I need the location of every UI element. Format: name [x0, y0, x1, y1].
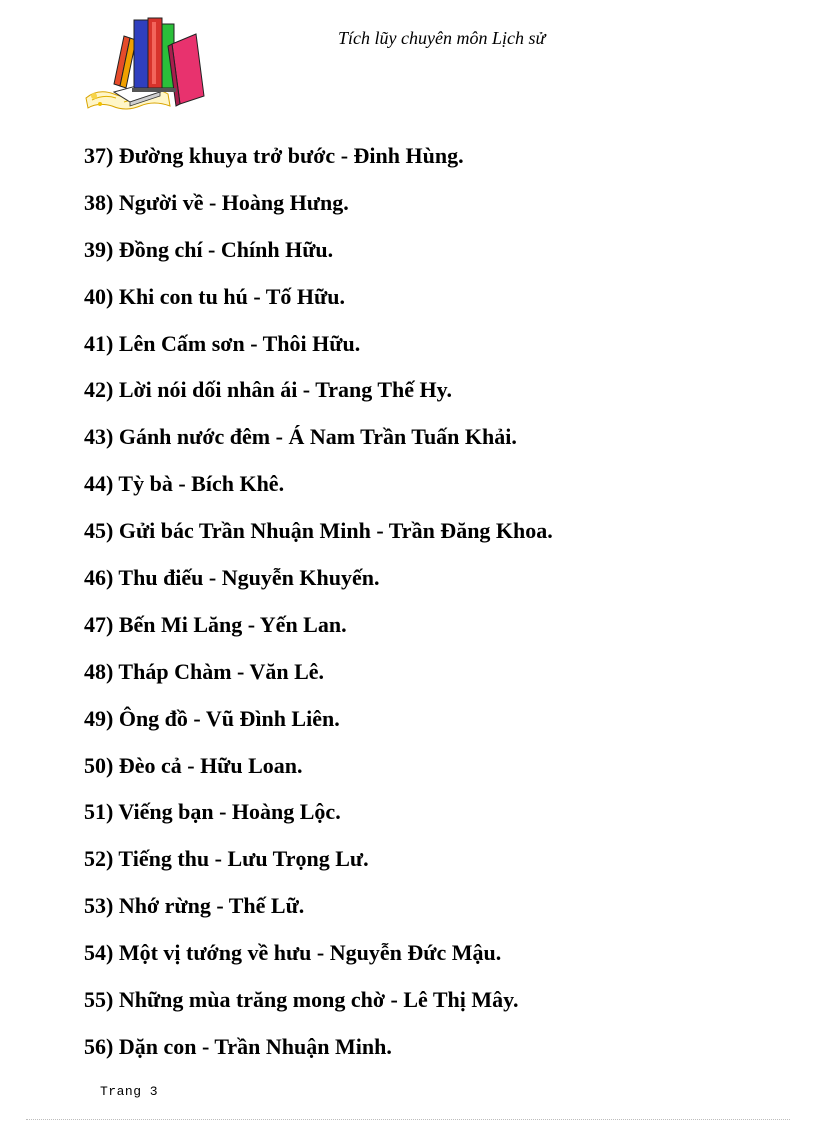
list-item: 50) Đèo cả - Hữu Loan. [84, 752, 303, 778]
list-item: 55) Những mùa trăng mong chờ - Lê Thị Mây. [84, 987, 519, 1013]
list-item: 56) Dặn con - Trần Nhuận Minh. [84, 1033, 392, 1059]
books-icon [84, 14, 206, 110]
list-item: 52) Tiếng thu - Lưu Trọng Lư. [84, 846, 369, 872]
list-item: 51) Viếng bạn - Hoàng Lộc. [84, 799, 341, 825]
list-item: 53) Nhớ rừng - Thế Lữ. [84, 893, 305, 919]
list-item: 43) Gánh nước đêm - Á Nam Trần Tuấn Khải. [84, 424, 517, 450]
list-item: 40) Khi con tu hú - Tố Hữu. [84, 283, 345, 309]
list-item: 45) Gửi bác Trần Nhuận Minh - Trần Đăng Khoa. [84, 518, 553, 544]
list-item: 38) Người về - Hoàng Hưng. [84, 189, 349, 215]
list-item: 42) Lời nói dối nhân ái - Trang Thế Hy. [84, 377, 452, 403]
page-number: Trang 3 [100, 1084, 159, 1099]
list-item: 49) Ông đồ - Vũ Đình Liên. [84, 705, 340, 731]
list-item: 37) Đường khuya trở bước - Đinh Hùng. [84, 143, 464, 168]
page-bottom-divider [26, 1119, 790, 1120]
list-item: 44) Tỳ bà - Bích Khê. [84, 471, 285, 497]
entry-list [84, 138, 553, 1076]
list-item: 48) Tháp Chàm - Văn Lê. [84, 658, 325, 684]
list-item: 47) Bến Mi Lăng - Yến Lan. [84, 611, 347, 637]
list-item: 39) Đồng chí - Chính Hữu. [84, 236, 334, 262]
list-item: 46) Thu điếu - Nguyễn Khuyến. [84, 565, 380, 591]
list-item: 54) Một vị tướng về hưu - Nguyễn Đức Mậu. [84, 940, 502, 966]
header-title: Tích lũy chuyên môn Lịch sử [338, 28, 546, 48]
list-item: 41) Lên Cấm sơn - Thôi Hữu. [84, 330, 361, 356]
